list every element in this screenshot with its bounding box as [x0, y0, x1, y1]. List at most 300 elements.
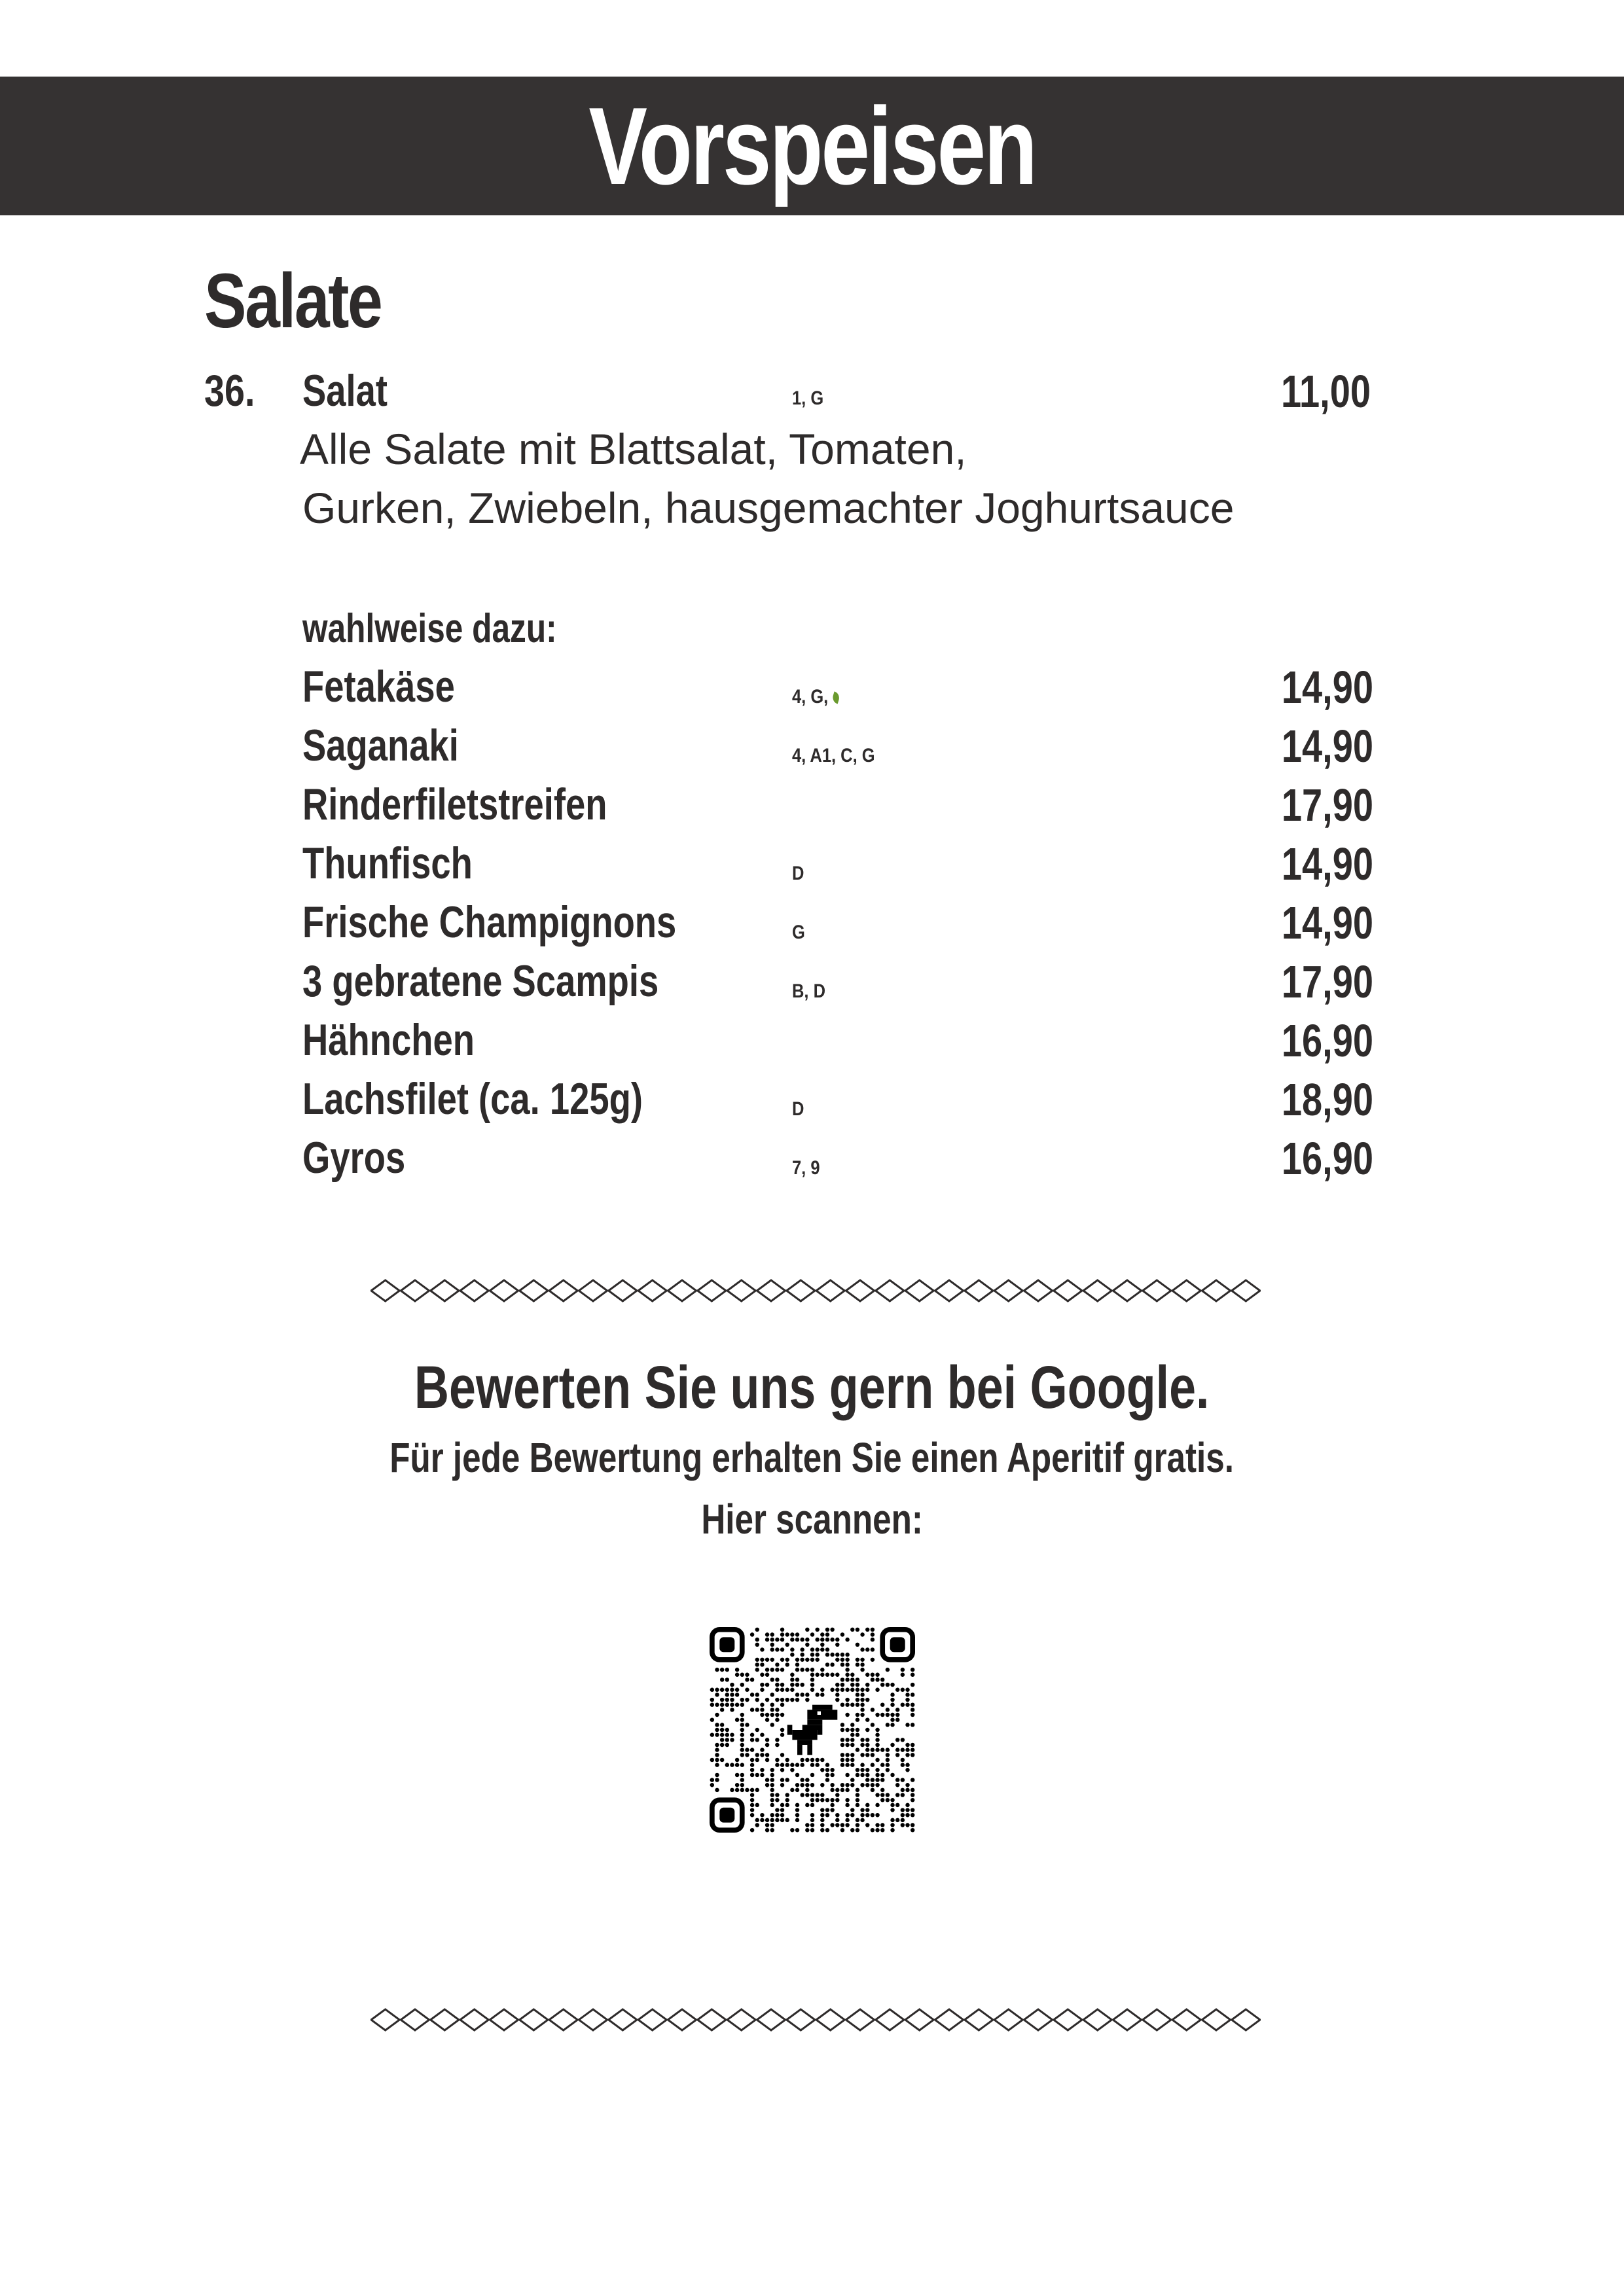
- option-name: 3 gebratene Scampis: [302, 956, 659, 1006]
- qr-dot: [840, 1743, 844, 1747]
- qr-dot: [810, 1813, 814, 1817]
- qr-dot: [770, 1813, 774, 1817]
- qr-dot: [865, 1808, 869, 1812]
- qr-dot: [911, 1823, 914, 1827]
- qr-dot: [875, 1773, 879, 1777]
- qr-dot: [810, 1798, 814, 1802]
- qr-dot: [856, 1717, 859, 1721]
- qr-dot: [720, 1708, 724, 1712]
- diamond-ornament: [1083, 2009, 1111, 2030]
- qr-dot: [865, 1753, 869, 1757]
- qr-dot: [740, 1788, 744, 1792]
- qr-dot: [901, 1702, 905, 1706]
- qr-dot: [795, 1677, 799, 1681]
- qr-dot: [745, 1673, 749, 1677]
- qr-dot: [760, 1748, 764, 1751]
- qr-dot: [755, 1658, 759, 1662]
- qr-dot: [735, 1717, 739, 1721]
- qr-dot: [825, 1638, 829, 1641]
- qr-dot: [770, 1668, 774, 1672]
- qr-code-icon[interactable]: [710, 1627, 915, 1833]
- qr-dot: [725, 1732, 729, 1736]
- qr-dot: [886, 1793, 890, 1797]
- qr-dot: [820, 1793, 824, 1797]
- qr-dot: [865, 1717, 869, 1721]
- qr-dot: [830, 1773, 834, 1777]
- qr-dot: [845, 1653, 849, 1657]
- qr-dot: [805, 1828, 809, 1832]
- qr-dot: [911, 1778, 914, 1782]
- qr-dot: [755, 1818, 759, 1822]
- qr-dot: [740, 1753, 744, 1757]
- qr-dot: [785, 1658, 789, 1662]
- qr-dot: [730, 1732, 734, 1736]
- qr-dot: [840, 1688, 844, 1692]
- qr-dot: [785, 1632, 789, 1636]
- qr-dot: [820, 1783, 824, 1787]
- qr-dot: [770, 1677, 774, 1681]
- qr-dot: [840, 1677, 844, 1681]
- qr-dot: [850, 1628, 854, 1632]
- qr-dot: [860, 1783, 864, 1787]
- option-price: 14,90: [1281, 897, 1373, 948]
- option-name: Frische Champignons: [302, 897, 677, 947]
- qr-dot: [865, 1748, 869, 1751]
- qr-dot: [905, 1763, 909, 1767]
- qr-dot: [865, 1803, 869, 1807]
- qr-dot: [795, 1803, 799, 1807]
- qr-dot: [911, 1702, 914, 1706]
- qr-dot: [800, 1658, 804, 1662]
- diamond-ornament: [579, 1280, 607, 1301]
- qr-dot: [780, 1647, 784, 1651]
- qr-dot: [710, 1717, 714, 1721]
- qr-dot: [720, 1677, 724, 1681]
- qr-dot: [865, 1698, 869, 1702]
- qr-dot: [805, 1628, 809, 1632]
- qr-dot: [845, 1758, 849, 1762]
- qr-dot: [815, 1658, 819, 1662]
- qr-dot: [860, 1647, 864, 1651]
- qr-dot: [911, 1788, 914, 1792]
- qr-dot: [905, 1743, 909, 1747]
- qr-dot: [715, 1723, 719, 1727]
- qr-dot: [886, 1713, 890, 1717]
- qr-dot: [911, 1683, 914, 1687]
- qr-dot: [735, 1773, 739, 1777]
- diamond-ornament: [549, 1280, 577, 1301]
- qr-dot: [770, 1828, 774, 1832]
- qr-dot: [860, 1658, 864, 1662]
- qr-dot: [805, 1698, 809, 1702]
- review-subline: Für jede Bewertung erhalten Sie einen Aperitif gratis.: [389, 1434, 1235, 1481]
- qr-dot: [775, 1713, 779, 1717]
- qr-dot: [880, 1778, 884, 1782]
- qr-dot: [835, 1638, 839, 1641]
- qr-dot: [871, 1788, 875, 1792]
- qr-dot: [750, 1798, 754, 1802]
- qr-dot: [860, 1773, 864, 1777]
- qr-dot: [895, 1803, 899, 1807]
- qr-dot: [860, 1768, 864, 1772]
- qr-dot: [856, 1683, 859, 1687]
- qr-dot: [856, 1713, 859, 1717]
- qr-dot: [800, 1758, 804, 1762]
- qr-dot: [740, 1738, 744, 1742]
- qr-dot: [750, 1803, 754, 1807]
- qr-dot: [805, 1823, 809, 1827]
- vegetarian-leaf-icon: [831, 692, 840, 704]
- qr-dot: [715, 1732, 719, 1736]
- qr-dot: [790, 1638, 794, 1641]
- qr-dot: [875, 1793, 879, 1797]
- item-allergens: 1, G: [792, 387, 824, 409]
- qr-dot: [911, 1693, 914, 1696]
- qr-dot: [835, 1698, 839, 1702]
- qr-dot: [850, 1828, 854, 1832]
- qr-dot: [860, 1818, 864, 1822]
- qr-dot: [770, 1818, 774, 1822]
- qr-dot: [780, 1628, 784, 1632]
- qr-dot: [805, 1668, 809, 1672]
- qr-dot: [715, 1748, 719, 1751]
- diamond-ornament: [638, 1280, 666, 1301]
- item-number: 36.: [204, 366, 255, 416]
- diamond-ornament: [520, 1280, 548, 1301]
- qr-dot: [850, 1808, 854, 1812]
- diamond-ornament: [431, 2009, 459, 2030]
- diamond-ornament: [668, 2009, 696, 2030]
- qr-dot: [865, 1778, 869, 1782]
- qr-dot: [770, 1793, 774, 1797]
- qr-dot: [860, 1713, 864, 1717]
- qr-finder-center: [719, 1637, 734, 1652]
- qr-dot: [810, 1828, 814, 1832]
- qr-dot: [795, 1693, 799, 1696]
- qr-dot: [720, 1738, 724, 1742]
- qr-dot: [790, 1698, 794, 1702]
- qr-dot: [845, 1753, 849, 1757]
- qr-dot: [850, 1683, 854, 1687]
- diamond-ornament: [935, 2009, 963, 2030]
- qr-dot: [871, 1677, 875, 1681]
- qr-dot: [795, 1773, 799, 1777]
- qr-dot: [715, 1778, 719, 1782]
- qr-dot: [820, 1693, 824, 1696]
- qr-dot: [871, 1813, 875, 1817]
- qr-dot: [770, 1658, 774, 1662]
- diamond-ornament: [490, 1280, 518, 1301]
- qr-dot: [830, 1673, 834, 1677]
- qr-dot: [765, 1713, 769, 1717]
- qr-dot: [895, 1717, 899, 1721]
- qr-dot: [840, 1658, 844, 1662]
- qr-dot: [901, 1673, 905, 1677]
- qr-dot: [886, 1723, 890, 1727]
- qr-dot: [850, 1732, 854, 1736]
- qr-dot: [856, 1658, 859, 1662]
- qr-dot: [725, 1693, 729, 1696]
- qr-dot: [840, 1683, 844, 1687]
- qr-dot: [830, 1788, 834, 1792]
- qr-dot: [856, 1748, 859, 1751]
- diamond-ornament: [1172, 1280, 1200, 1301]
- diamond-ornament: [549, 2009, 577, 2030]
- qr-dot: [785, 1793, 789, 1797]
- qr-dot: [800, 1638, 804, 1641]
- qr-dot: [770, 1783, 774, 1787]
- qr-dot: [865, 1647, 869, 1651]
- option-name: Hähnchen: [302, 1015, 475, 1065]
- qr-dot: [850, 1673, 854, 1677]
- qr-dot: [770, 1823, 774, 1827]
- qr-dot: [825, 1763, 829, 1767]
- qr-dot: [845, 1773, 849, 1777]
- item-description-line2: Gurken, Zwiebeln, hausgemachter Joghurtsauce: [302, 484, 1235, 532]
- qr-dot: [865, 1813, 869, 1817]
- qr-dot: [845, 1803, 849, 1807]
- qr-dot: [725, 1738, 729, 1742]
- qr-dot: [765, 1658, 769, 1662]
- option-price: 16,90: [1281, 1015, 1373, 1066]
- qr-dot: [730, 1708, 734, 1712]
- qr-dot: [770, 1702, 774, 1706]
- qr-dot: [740, 1732, 744, 1736]
- qr-dot: [810, 1653, 814, 1657]
- option-price: 17,90: [1281, 956, 1373, 1007]
- qr-dot: [775, 1793, 779, 1797]
- qr-dot: [905, 1808, 909, 1812]
- qr-dot: [856, 1793, 859, 1797]
- qr-dot: [795, 1808, 799, 1812]
- qr-dot: [865, 1738, 869, 1742]
- qr-dot: [735, 1788, 739, 1792]
- qr-dot: [785, 1698, 789, 1702]
- qr-dot: [905, 1698, 909, 1702]
- option-allergens: G: [792, 922, 805, 943]
- qr-dot: [820, 1632, 824, 1636]
- qr-dot: [865, 1728, 869, 1732]
- qr-dot: [780, 1638, 784, 1641]
- qr-dot: [875, 1673, 879, 1677]
- qr-dot: [880, 1788, 884, 1792]
- qr-dot: [785, 1803, 789, 1807]
- qr-dot: [815, 1638, 819, 1641]
- qr-dot: [800, 1778, 804, 1782]
- option-name: Saganaki: [302, 721, 459, 770]
- diamond-ornament: [846, 1280, 874, 1301]
- qr-dot: [750, 1677, 754, 1681]
- qr-dot: [765, 1632, 769, 1636]
- diamond-ornament: [520, 2009, 548, 2030]
- qr-dot: [755, 1628, 759, 1632]
- qr-dot: [770, 1803, 774, 1807]
- qr-dot: [780, 1753, 784, 1757]
- qr-dot: [840, 1783, 844, 1787]
- qr-dot: [735, 1668, 739, 1672]
- qr-dot: [820, 1768, 824, 1772]
- qr-dot: [715, 1702, 719, 1706]
- qr-dot: [895, 1713, 899, 1717]
- qr-dot: [795, 1763, 799, 1767]
- options-heading: wahlweise dazu:: [302, 606, 557, 651]
- qr-dot: [730, 1788, 734, 1792]
- qr-dot: [845, 1788, 849, 1792]
- qr-dot: [790, 1632, 794, 1636]
- qr-dot: [856, 1788, 859, 1792]
- qr-dot: [815, 1693, 819, 1696]
- qr-dot: [725, 1668, 729, 1672]
- qr-dot: [880, 1823, 884, 1827]
- qr-dot: [805, 1778, 809, 1782]
- qr-dot: [775, 1708, 779, 1712]
- qr-dot: [750, 1808, 754, 1812]
- qr-dot: [845, 1702, 849, 1706]
- qr-dot: [825, 1813, 829, 1817]
- qr-dot: [856, 1773, 859, 1777]
- diamond-ornament: [816, 1280, 844, 1301]
- qr-dot: [835, 1823, 839, 1827]
- qr-dot: [745, 1723, 749, 1727]
- qr-dot: [825, 1628, 829, 1632]
- qr-dot: [840, 1758, 844, 1762]
- qr-dot: [845, 1638, 849, 1641]
- qr-dot: [720, 1743, 724, 1747]
- qr-dot: [890, 1723, 894, 1727]
- qr-dot: [856, 1732, 859, 1736]
- qr-dot: [856, 1702, 859, 1706]
- qr-dot: [735, 1758, 739, 1762]
- qr-dot: [775, 1798, 779, 1802]
- qr-dot: [785, 1758, 789, 1762]
- qr-dot: [755, 1758, 759, 1762]
- qr-dot: [830, 1808, 834, 1812]
- qr-dot: [865, 1823, 869, 1827]
- qr-dot: [780, 1813, 784, 1817]
- qr-dot: [820, 1798, 824, 1802]
- qr-dot: [770, 1638, 774, 1641]
- qr-dot: [780, 1818, 784, 1822]
- qr-dot: [750, 1763, 754, 1767]
- qr-dot: [770, 1778, 774, 1782]
- option-allergens: 4, A1, C, G: [792, 745, 875, 766]
- qr-dot: [905, 1788, 909, 1792]
- qr-dot: [785, 1798, 789, 1802]
- ornament-divider: [370, 2007, 1261, 2033]
- qr-dot: [725, 1702, 729, 1706]
- qr-dot: [770, 1788, 774, 1792]
- qr-dot: [850, 1763, 854, 1767]
- qr-dot: [840, 1723, 844, 1727]
- qr-dot: [720, 1702, 724, 1706]
- qr-dot: [850, 1743, 854, 1747]
- qr-dot: [795, 1632, 799, 1636]
- qr-dot: [730, 1738, 734, 1742]
- qr-dot: [785, 1662, 789, 1666]
- qr-dot: [860, 1753, 864, 1757]
- qr-dot: [840, 1738, 844, 1742]
- qr-dot: [911, 1798, 914, 1802]
- qr-dot: [805, 1793, 809, 1797]
- page-title: Vorspeisen: [588, 84, 1036, 207]
- qr-dot: [790, 1677, 794, 1681]
- diamond-ornament: [1172, 2009, 1200, 2030]
- qr-dot: [750, 1732, 754, 1736]
- qr-dot: [850, 1758, 854, 1762]
- qr-finder-center: [890, 1637, 905, 1652]
- qr-dot: [835, 1673, 839, 1677]
- diamond-ornament: [371, 2009, 399, 2030]
- qr-dot: [765, 1698, 769, 1702]
- diamond-ornament: [401, 2009, 429, 2030]
- qr-dot: [730, 1763, 734, 1767]
- diamond-ornament: [490, 2009, 518, 2030]
- qr-dot: [875, 1748, 879, 1751]
- qr-dot: [875, 1732, 879, 1736]
- qr-dot: [745, 1677, 749, 1681]
- qr-dot: [830, 1823, 834, 1827]
- qr-dot: [750, 1788, 754, 1792]
- qr-dot: [725, 1728, 729, 1732]
- qr-dot: [830, 1768, 834, 1772]
- option-price: 18,90: [1281, 1074, 1373, 1125]
- diamond-ornament: [935, 1280, 963, 1301]
- qr-dot: [740, 1717, 744, 1721]
- qr-dot: [790, 1768, 794, 1772]
- qr-dot: [780, 1803, 784, 1807]
- qr-dot: [760, 1673, 764, 1677]
- qr-dot: [780, 1732, 784, 1736]
- qr-dot: [860, 1743, 864, 1747]
- qr-dot: [805, 1788, 809, 1792]
- qr-dot: [800, 1763, 804, 1767]
- qr-dot: [875, 1743, 879, 1747]
- qr-dot: [755, 1773, 759, 1777]
- qr-dot: [850, 1753, 854, 1757]
- qr-dot: [790, 1647, 794, 1651]
- qr-dot: [780, 1713, 784, 1717]
- option-price: 17,90: [1281, 780, 1373, 831]
- qr-dot: [875, 1783, 879, 1787]
- qr-dot: [735, 1783, 739, 1787]
- qr-dot: [865, 1683, 869, 1687]
- qr-dot: [780, 1702, 784, 1706]
- qr-dot: [890, 1798, 894, 1802]
- qr-dot: [755, 1643, 759, 1647]
- qr-dot: [850, 1688, 854, 1692]
- qr-dot: [895, 1783, 899, 1787]
- qr-dot: [905, 1768, 909, 1772]
- qr-dot: [856, 1828, 859, 1832]
- qr-dot: [901, 1778, 905, 1782]
- qr-dot: [856, 1693, 859, 1696]
- qr-dot: [795, 1638, 799, 1641]
- qr-dot: [740, 1763, 744, 1767]
- qr-dot: [725, 1688, 729, 1692]
- qr-dot: [845, 1673, 849, 1677]
- option-name: Lachsfilet (ca. 125g): [302, 1074, 643, 1124]
- qr-dot: [856, 1728, 859, 1732]
- qr-dot: [880, 1713, 884, 1717]
- qr-dot: [785, 1818, 789, 1822]
- qr-dot: [871, 1828, 875, 1832]
- qr-dot: [890, 1828, 894, 1832]
- qr-dot: [880, 1798, 884, 1802]
- qr-dot: [805, 1658, 809, 1662]
- qr-dot: [856, 1643, 859, 1647]
- option-allergens: D: [792, 1098, 804, 1120]
- qr-dot: [901, 1823, 905, 1827]
